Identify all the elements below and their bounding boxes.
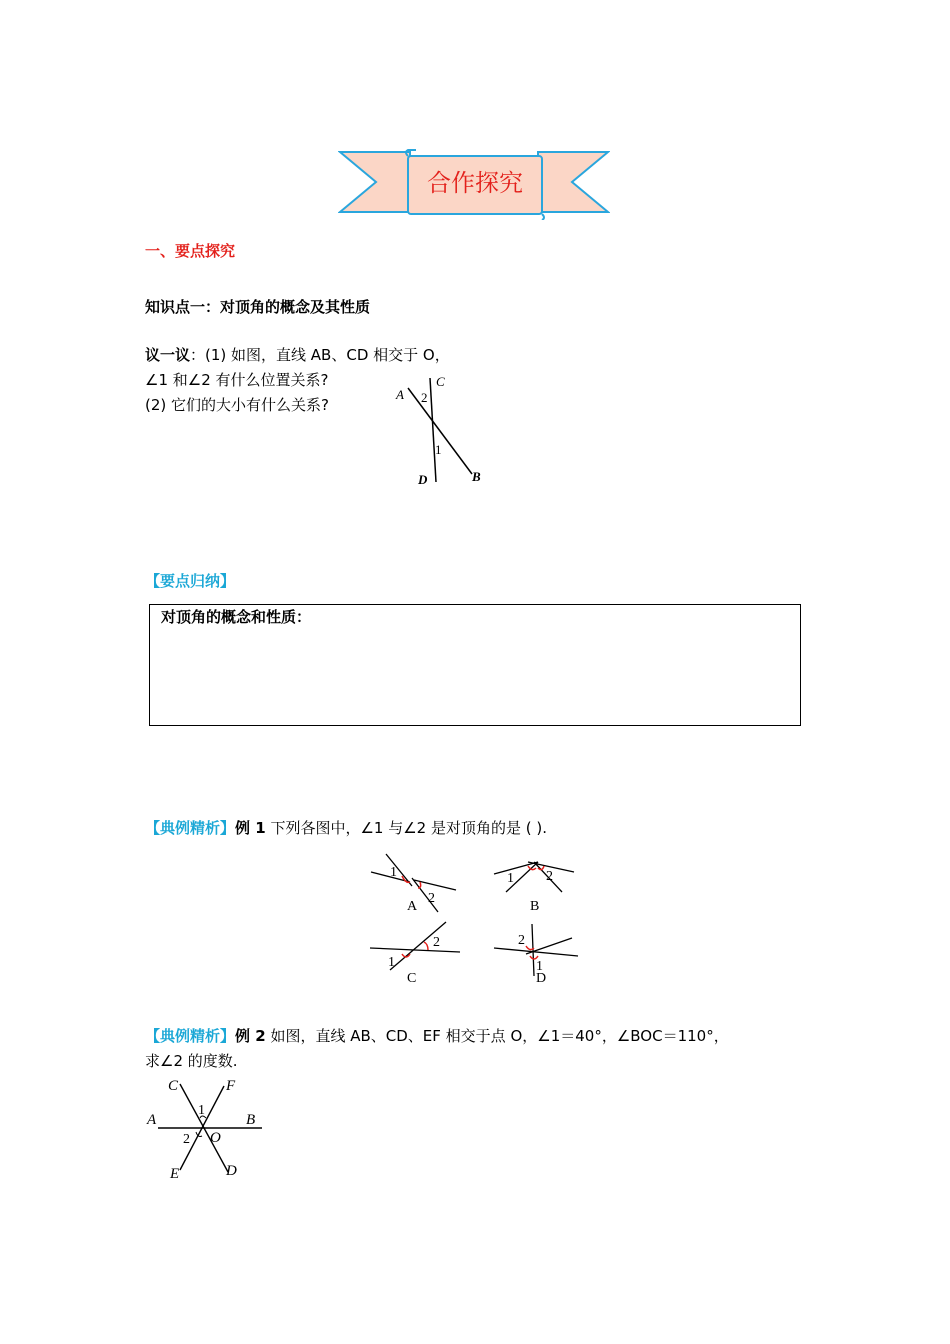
- option-b-label-1: 1: [507, 871, 514, 886]
- option-d-label-1: 1: [536, 959, 543, 974]
- discuss-line-3: (2) 它们的大小有什么关系?: [145, 396, 329, 414]
- discuss-line-1: [145, 343, 450, 367]
- example-1-text: 下列各图中，∠1 与∠2 是对顶角的是 ( ).: [265, 819, 547, 837]
- example-1-figures: [366, 850, 586, 986]
- example-2-tag: 【典例精析】: [145, 1027, 236, 1045]
- figure-three-lines: [140, 1074, 270, 1184]
- example-2-line-1: [145, 1024, 729, 1048]
- label-b: B: [246, 1112, 256, 1128]
- option-d-figure: [494, 924, 578, 986]
- knowledge-point-heading: 知识点一：对顶角的概念及其性质: [145, 298, 371, 316]
- example-2-text: 如图，直线 AB、CD、EF 相交于点 O，∠1＝40°，∠BOC＝110°，: [265, 1027, 729, 1045]
- summary-box-label: 对顶角的概念和性质：: [161, 608, 312, 626]
- example-1-tag: 【典例精析】: [145, 819, 236, 837]
- example-2-number: 例 2: [235, 1027, 266, 1045]
- example-1-line: [145, 816, 547, 840]
- example-1-number: 例 1: [235, 819, 266, 837]
- option-c-figure: [370, 922, 460, 986]
- banner-title: 合作探究: [427, 169, 523, 197]
- option-a-label: A: [407, 899, 418, 914]
- label-d: D: [418, 472, 428, 487]
- label-a: A: [147, 1112, 157, 1128]
- example-2-line-2: 求∠2 的度数.: [145, 1052, 238, 1070]
- line-ab: [408, 388, 472, 474]
- summary-tag: 【要点归纳】: [145, 572, 236, 590]
- discuss-line-2: ∠1 和∠2 有什么位置关系?: [145, 371, 329, 389]
- option-a-label-1: 1: [390, 865, 397, 880]
- label-c: C: [168, 1078, 179, 1094]
- option-c-label-1: 1: [388, 955, 395, 970]
- option-d-label: D: [536, 971, 547, 986]
- label-f: F: [226, 1078, 236, 1094]
- label-angle-1: 1: [198, 1103, 205, 1118]
- option-c-label: C: [407, 971, 417, 986]
- label-angle-2: 2: [421, 390, 428, 405]
- option-b-label: B: [530, 899, 540, 914]
- option-b-figure: [494, 862, 574, 914]
- line-cd: [430, 378, 436, 482]
- option-a-figure: [371, 854, 456, 914]
- label-b: B: [472, 469, 481, 484]
- section-heading: 一、要点探究: [145, 242, 236, 260]
- option-d-label-2: 2: [518, 933, 525, 948]
- option-c-label-2: 2: [433, 935, 440, 950]
- label-angle-2: 2: [183, 1132, 190, 1147]
- option-b-label-2: 2: [546, 869, 553, 884]
- figure-intersecting-lines: [386, 370, 496, 490]
- label-e: E: [170, 1166, 180, 1182]
- label-d: D: [226, 1163, 237, 1179]
- label-c: C: [436, 374, 445, 389]
- label-a: A: [396, 387, 404, 402]
- label-o: O: [210, 1130, 221, 1146]
- discuss-text-1: ：(1) 如图，直线 AB、CD 相交于 O，: [190, 346, 450, 364]
- option-a-label-2: 2: [428, 891, 435, 906]
- label-angle-1: 1: [435, 442, 442, 457]
- discuss-label: 议一议: [145, 346, 191, 364]
